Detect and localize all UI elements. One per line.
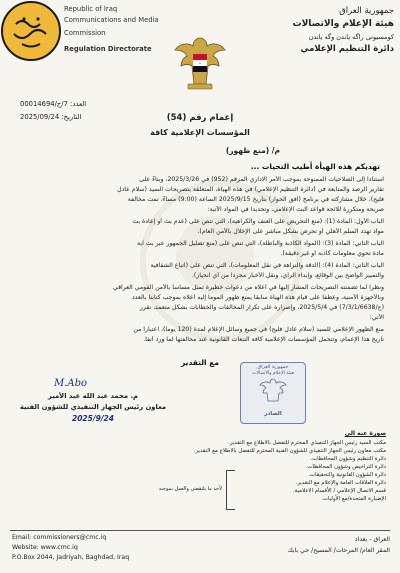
stamp-line3: الصادر bbox=[264, 411, 282, 417]
eagle-emblem-icon bbox=[172, 32, 228, 96]
copy-recipient: قسم الاتصال الإعلامي / الأقسام الاعلامية. bbox=[292, 488, 386, 494]
reference-date: التاريخ: 2025/09/24 bbox=[20, 113, 82, 121]
handwritten-signature: M.Abo bbox=[54, 378, 88, 389]
body-line: تقارير الرصد والمتابعة في (دائرة التنظيم الإعلامي) في هذه الهيأة، المتعلقة بتصريحات السيد (سلام عادل bbox=[117, 186, 384, 193]
footer-ar-address: المقر العام/ المرحات/ المسيح/ حي بابك bbox=[287, 547, 390, 554]
copies-note: لأخذ ما يلتقضي والعمل بموجبه bbox=[158, 486, 222, 492]
copy-recipient: مكتب معاون رئيس الجهاز التنفيذي للشؤون الفنية المحترم للتفضل بالاطلاع مع التقدير. bbox=[193, 448, 386, 454]
circular-recipient: المؤسسات الإعلامية كافة bbox=[150, 128, 250, 137]
body-line: الباب الثاني: المادة (3): (المواد الكاذبة والباطلة)، التي تنص على (منع تضليل الجمهور عبر بث أية bbox=[137, 240, 384, 247]
copy-recipient: دائرة التنظيم وشؤون المحافظات. bbox=[310, 456, 386, 462]
header-en-line1: Republic of Iraq bbox=[64, 5, 118, 13]
body-line: صريحة ومتكررة للائحة قواعد البث الإعلامي، وتحديداً في المواد الآتية: bbox=[207, 206, 384, 213]
signature-date: 2025/9/24 bbox=[71, 414, 114, 423]
body-line: استناداً إلى الصلاحيات الممنوحة بموجب الأمر الاداري المرقم (952) في 2025/3/26، وبناءً على bbox=[139, 176, 384, 183]
body-line: ونظراً لما تضمنته التصريحات المشار إليها في أعلاه من دعوات خطيرة تمثل مساساً بالأمن القومي العراقي bbox=[112, 284, 384, 291]
copies-heading: صورة عنه الى bbox=[344, 430, 386, 437]
footer-ar-city: العراق - بغداد bbox=[354, 536, 390, 543]
footer-website: Website: www.cmc.iq bbox=[12, 544, 78, 551]
circular-title: إعمام رقم (54) bbox=[166, 113, 234, 123]
reference-number: العدد: 7/ح/00014694 bbox=[20, 100, 87, 108]
footer-divider bbox=[10, 530, 390, 531]
header-ar-line2: هيئة الإعلام والاتصالات bbox=[292, 19, 394, 29]
header-ar-line4: دائرة التنظيم الإعلامي bbox=[300, 44, 394, 54]
signatory-name: م. محمد عبد الله عبد الأمير bbox=[47, 392, 139, 400]
copy-recipient: دائرة التراخيص وشؤون المحافظات. bbox=[305, 464, 386, 470]
stamp-line2: هيئة الإعلام والاتصالات bbox=[252, 371, 294, 376]
footer-email: Email: commissioners@cmc.iq bbox=[12, 534, 107, 541]
svg-text:✦: ✦ bbox=[198, 61, 202, 66]
stamp-line1: جمهورية العراق bbox=[257, 365, 289, 370]
brand-badge-icon bbox=[0, 0, 62, 62]
header-en-line4: Regulation Directorate bbox=[64, 45, 152, 53]
closing-line: مع التقدير bbox=[180, 358, 220, 367]
header-en-line3: Commission bbox=[64, 29, 106, 37]
iraq-emblem bbox=[172, 32, 228, 96]
body-line: (ح/7/3/1/6638) في 2025/5/4، وإصراره على تكرار المخالفات والخطابات بشكل متعمد، تقرر bbox=[139, 304, 384, 311]
copy-recipient: دائرة العلاقات العامة والإعلام مع التقدير. bbox=[295, 480, 386, 486]
header-en-line2: Communications and Media bbox=[64, 16, 159, 24]
header-ar-line1: جمهورية العراق bbox=[339, 6, 394, 16]
body-line: فليح)، خلال مشاركته في برنامج (أفق الحوار) بتاريخ 2025/9/15 الساعة (9:00) مساءً، تمت مخالفة bbox=[127, 196, 384, 203]
signatory-title: معاون رئيس الجهاز التنفيذي للشؤون الفنية bbox=[19, 403, 167, 411]
copy-recipient: مكتب السيد رئيس الجهاز التنفيذي المحترم للتفضل بالاطلاع مع التقدير. bbox=[228, 440, 386, 446]
copy-recipient: دائرة الشؤون القانونية والتحقيقات. bbox=[308, 472, 386, 478]
letter-body bbox=[18, 176, 384, 346]
official-stamp bbox=[240, 362, 306, 424]
body-line: مادة تحوي معلومات كاذبة أو غير دقيقة). bbox=[280, 250, 384, 257]
body-line: مواد تهدد السلم الأهلي أو تحرض بشكل مباشر على الإخلال بالأمن العام). bbox=[197, 228, 384, 235]
body-line: الآتي: bbox=[369, 314, 384, 321]
brand-badge bbox=[0, 0, 62, 62]
circular-subject: م/ (منع ظهور) bbox=[225, 146, 280, 155]
greeting-line: تهديكم هذه الهيأة أطيب التحيات ... bbox=[250, 162, 380, 171]
body-line: الباب الثاني: المادة (4): (الدقة والنزاهة في نقل المعلومات)، التي تنص على (اتباع الشفافية bbox=[150, 262, 384, 269]
body-line: منع الظهور الإعلامي للسيد (سلام عادل فليح) في جميع وسائل الإعلام لمدة (120 يوماً)، اعتباراً من bbox=[133, 326, 384, 333]
body-line: والتمييز الواضح بين الوقائع، وإبداء الرأي، ونقل الأخبار مجرداً من أي انحياز). bbox=[191, 272, 384, 279]
copy-recipient: الإضبارة المتحدة/مع الأوليات. bbox=[321, 496, 386, 502]
body-line: وبالأجهزة الأمنية، وعطفاً على قيام هذه الهيأة سابقاً بمنع ظهور المومأ إليه أعلاه بموجب كتابنا بالعدد bbox=[132, 294, 384, 301]
body-line: تاريخ هذا الإعمام، وتتحمل المؤسسات الإعلامية كافة التبعات القانونية عند مخالفتها لما ورد أنفاً. bbox=[143, 336, 384, 343]
header-ar-line3: كومسيونى راگه یاندن وگه یاندن bbox=[308, 33, 394, 41]
copies-bracket bbox=[226, 470, 235, 510]
footer-address: P.O.Box 2044, Jadriyah, Baghdad, Iraq bbox=[12, 554, 130, 561]
body-line: الباب الأول: المادة (1): (منع التحريض على العنف والكراهية)، التي تنص على (عدم بث أو إعادة بث bbox=[132, 218, 384, 225]
